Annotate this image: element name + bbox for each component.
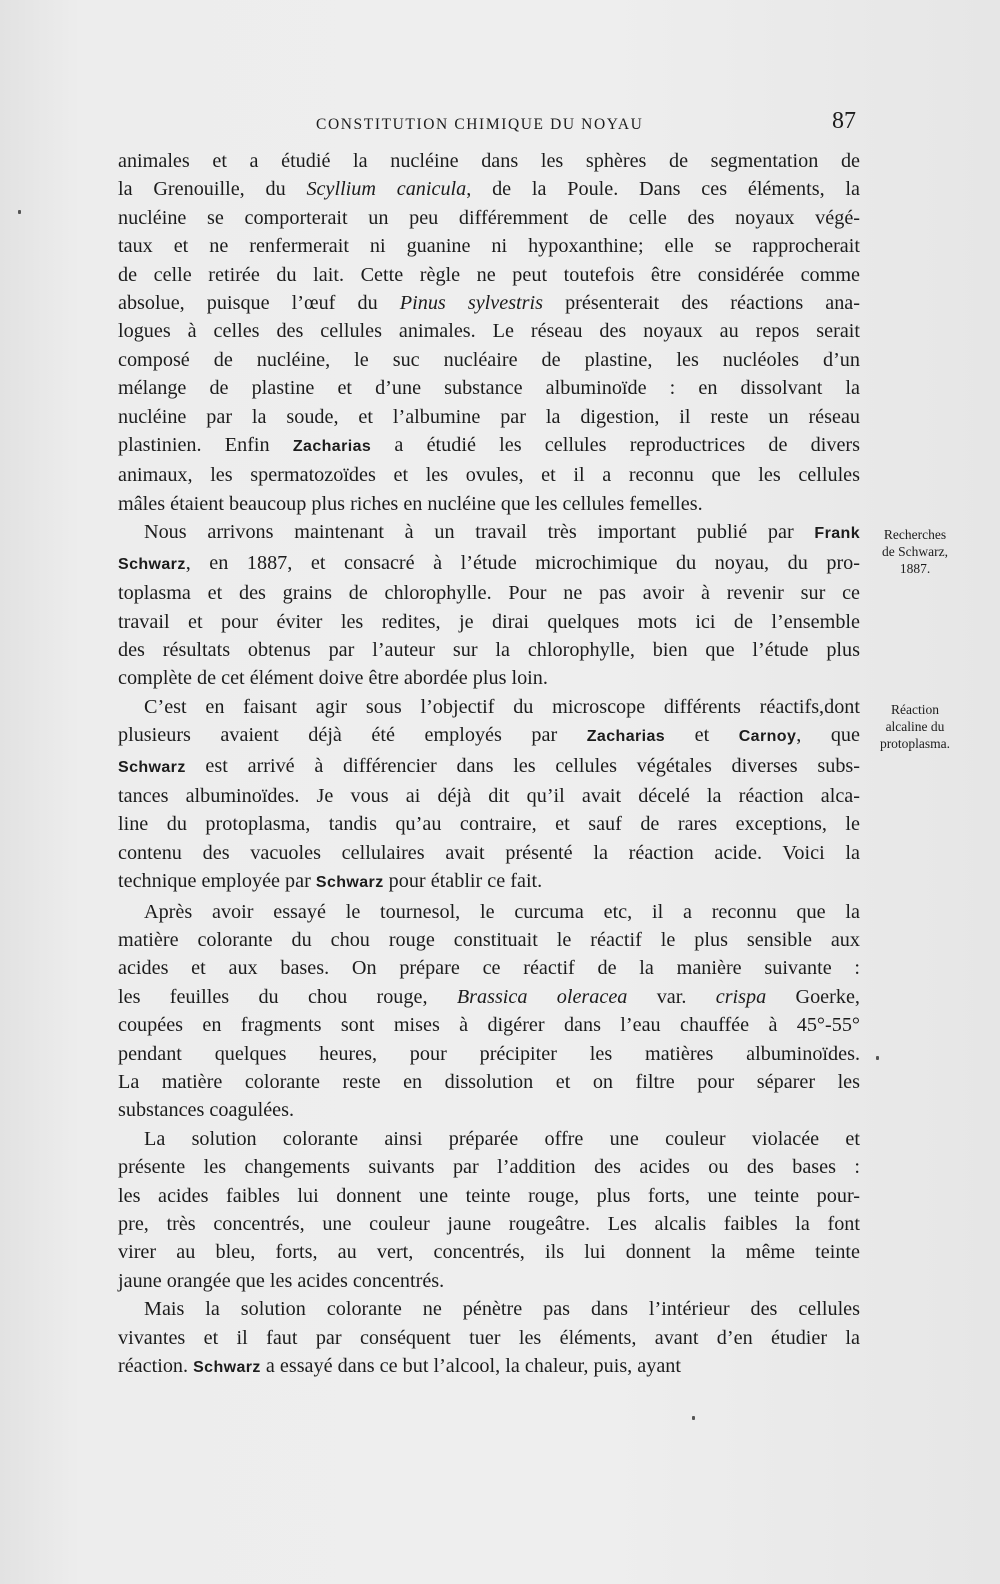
text-line: logues à celles des cellules animales. Le réseau des noyaux au repos serait: [118, 320, 860, 343]
ink-speck: [18, 210, 21, 214]
text-line: La matière colorante reste en dissolution et on filtre pour séparer les: [118, 1071, 860, 1093]
text-line: mâles étaient beaucoup plus riches en nucléine que les cellules femelles.: [118, 492, 703, 515]
ink-speck: [692, 1416, 695, 1420]
text-line: les acides faibles lui donnent une teinte rouge, plus forts, une teinte pour-: [118, 1184, 860, 1207]
italic-term: Scyllium canicula: [306, 178, 467, 201]
page-header: [316, 108, 856, 142]
text-line: de celle retirée du lait. Cette règle ne peut toutefois être considérée comme: [118, 263, 860, 286]
italic-term: crispa: [715, 985, 767, 1008]
text-line: Mais la solution colorante ne pénètre pas dans l’intérieur des cellules: [144, 1298, 860, 1321]
author-name: Frank: [814, 525, 860, 543]
margin-note-recherches: [860, 526, 970, 577]
text-line: coupées en fragments sont mises à digérer dans l’eau chauffée à 45°-55°: [118, 1014, 860, 1037]
text-line: complète de cet élément doive être abordée plus loin.: [118, 667, 548, 690]
margin-note-line: Recherches: [883, 527, 947, 542]
text-line: taux et ne renfermerait ni guanine ni hypoxanthine; elle se rapprocherait: [118, 235, 860, 258]
text-line: tances albuminoïdes. Je vous ai déjà dit qu’il avait décelé la réaction alca-: [118, 784, 860, 807]
text-line: animaux, les spermatozoïdes et les ovules, et il a reconnu que les cellules: [118, 464, 860, 487]
text-line: pre, très concentrés, une couleur jaune rougeâtre. Les alcalis faibles la font: [118, 1213, 860, 1236]
ink-speck: [876, 1056, 879, 1060]
text-line: des résultats obtenus par l’auteur sur la chlorophylle, bien que l’étude plus: [118, 638, 860, 661]
text-line: les feuilles du chou rouge, Brassica oleracea var. crispa Goerke,: [118, 985, 860, 1008]
text-line: La solution colorante ainsi préparée offre une couleur violacée et: [144, 1127, 860, 1150]
text-line: pendant quelques heures, pour précipiter les matières albuminoïdes.: [118, 1042, 860, 1065]
running-head: CONSTITUTION CHIMIQUE DU NOYAU: [316, 116, 644, 133]
text-line: mélange de plastine et d’une substance albuminoïde : en dissolvant la: [118, 377, 860, 400]
body-text: [118, 147, 860, 1382]
text-line: la Grenouille, du Scyllium canicula, de la Poule. Dans ces éléments, la: [118, 178, 860, 201]
text-line: nucléine par la soude, et l’albumine par la digestion, il reste un réseau: [118, 405, 860, 428]
text-line: substances coagulées.: [118, 1099, 295, 1122]
text-line: plusieurs avaient déjà été employés par Zacharias et Carnoy, que: [118, 724, 860, 747]
text-line: animales et a étudié la nucléine dans les sphères de segmentation de: [118, 150, 860, 172]
text-line: composé de nucléine, le suc nucléaire de plastine, les nucléoles d’un: [118, 348, 860, 371]
text-line: vivantes et il faut par conséquent tuer les éléments, avant d’en étudier la: [118, 1326, 860, 1349]
text-line: acides et aux bases. On prépare ce réactif de la manière suivante :: [118, 957, 860, 980]
margin-note-reaction: [860, 701, 970, 752]
text-line: Schwarz, en 1887, et consacré à l’étude microchimique du noyau, du pro-: [118, 551, 860, 574]
text-line: jaune orangée que les acides concentrés.: [118, 1269, 445, 1292]
text-line: contenu des vacuoles cellulaires avait présenté la réaction acide. Voici la: [118, 841, 860, 864]
author-name: Schwarz: [118, 555, 186, 573]
text-line: C’est en faisant agir sous l’objectif du microscope différents réactifs,dont: [144, 695, 860, 718]
text-line: line du protoplasma, tandis qu’au contraire, et sauf de rares exceptions, le: [118, 813, 860, 836]
margin-note-line: protoplasma.: [879, 736, 951, 751]
text-line: Après avoir essayé le tournesol, le curcuma etc, il a reconnu que la: [144, 900, 860, 923]
text-line: réaction. Schwarz a essayé dans ce but l’alcool, la chaleur, puis, ayant: [118, 1355, 681, 1378]
author-name: Schwarz: [193, 1359, 261, 1377]
author-name: Zacharias: [586, 728, 666, 746]
text-line: absolue, puisque l’œuf du Pinus sylvestris présenterait des réactions ana-: [118, 292, 860, 315]
italic-term: Brassica oleracea: [456, 985, 628, 1008]
author-name: Schwarz: [118, 758, 186, 776]
margin-note-line: alcaline du: [885, 719, 945, 734]
author-name: Zacharias: [292, 438, 372, 456]
text-line: travail et pour éviter les redites, je dirai quelques mots ici de l’ensemble: [118, 610, 860, 633]
margin-note-line: Réaction: [891, 702, 939, 717]
text-line: nucléine se comporterait un peu différemment de celle des noyaux végé-: [118, 206, 860, 229]
margin-note-line: de Schwarz,: [882, 544, 948, 559]
text-line: virer au bleu, forts, au vert, concentrés, ils lui donnent la même teinte: [118, 1241, 860, 1264]
margin-note-line: 1887.: [899, 561, 931, 576]
text-line: toplasma et des grains de chlorophylle. Pour ne pas avoir à revenir sur ce: [118, 582, 860, 605]
text-line: Schwarz est arrivé à différencier dans les cellules végétales diverses subs-: [118, 754, 860, 777]
italic-term: Pinus sylvestris: [399, 292, 543, 315]
author-name: Carnoy: [738, 728, 797, 746]
text-line: technique employée par Schwarz pour établir ce fait.: [118, 870, 543, 893]
text-line: matière colorante du chou rouge constituait le réactif le plus sensible aux: [118, 928, 860, 951]
page-number: 87: [832, 108, 856, 134]
text-line: présente les changements suivants par l’addition des acides ou des bases :: [118, 1156, 860, 1179]
author-name: Schwarz: [315, 874, 384, 892]
text-line: Nous arrivons maintenant à un travail très important publié par Frank: [144, 521, 860, 544]
text-line: plastinien. Enfin Zacharias a étudié les cellules reproductrices de divers: [118, 434, 861, 457]
